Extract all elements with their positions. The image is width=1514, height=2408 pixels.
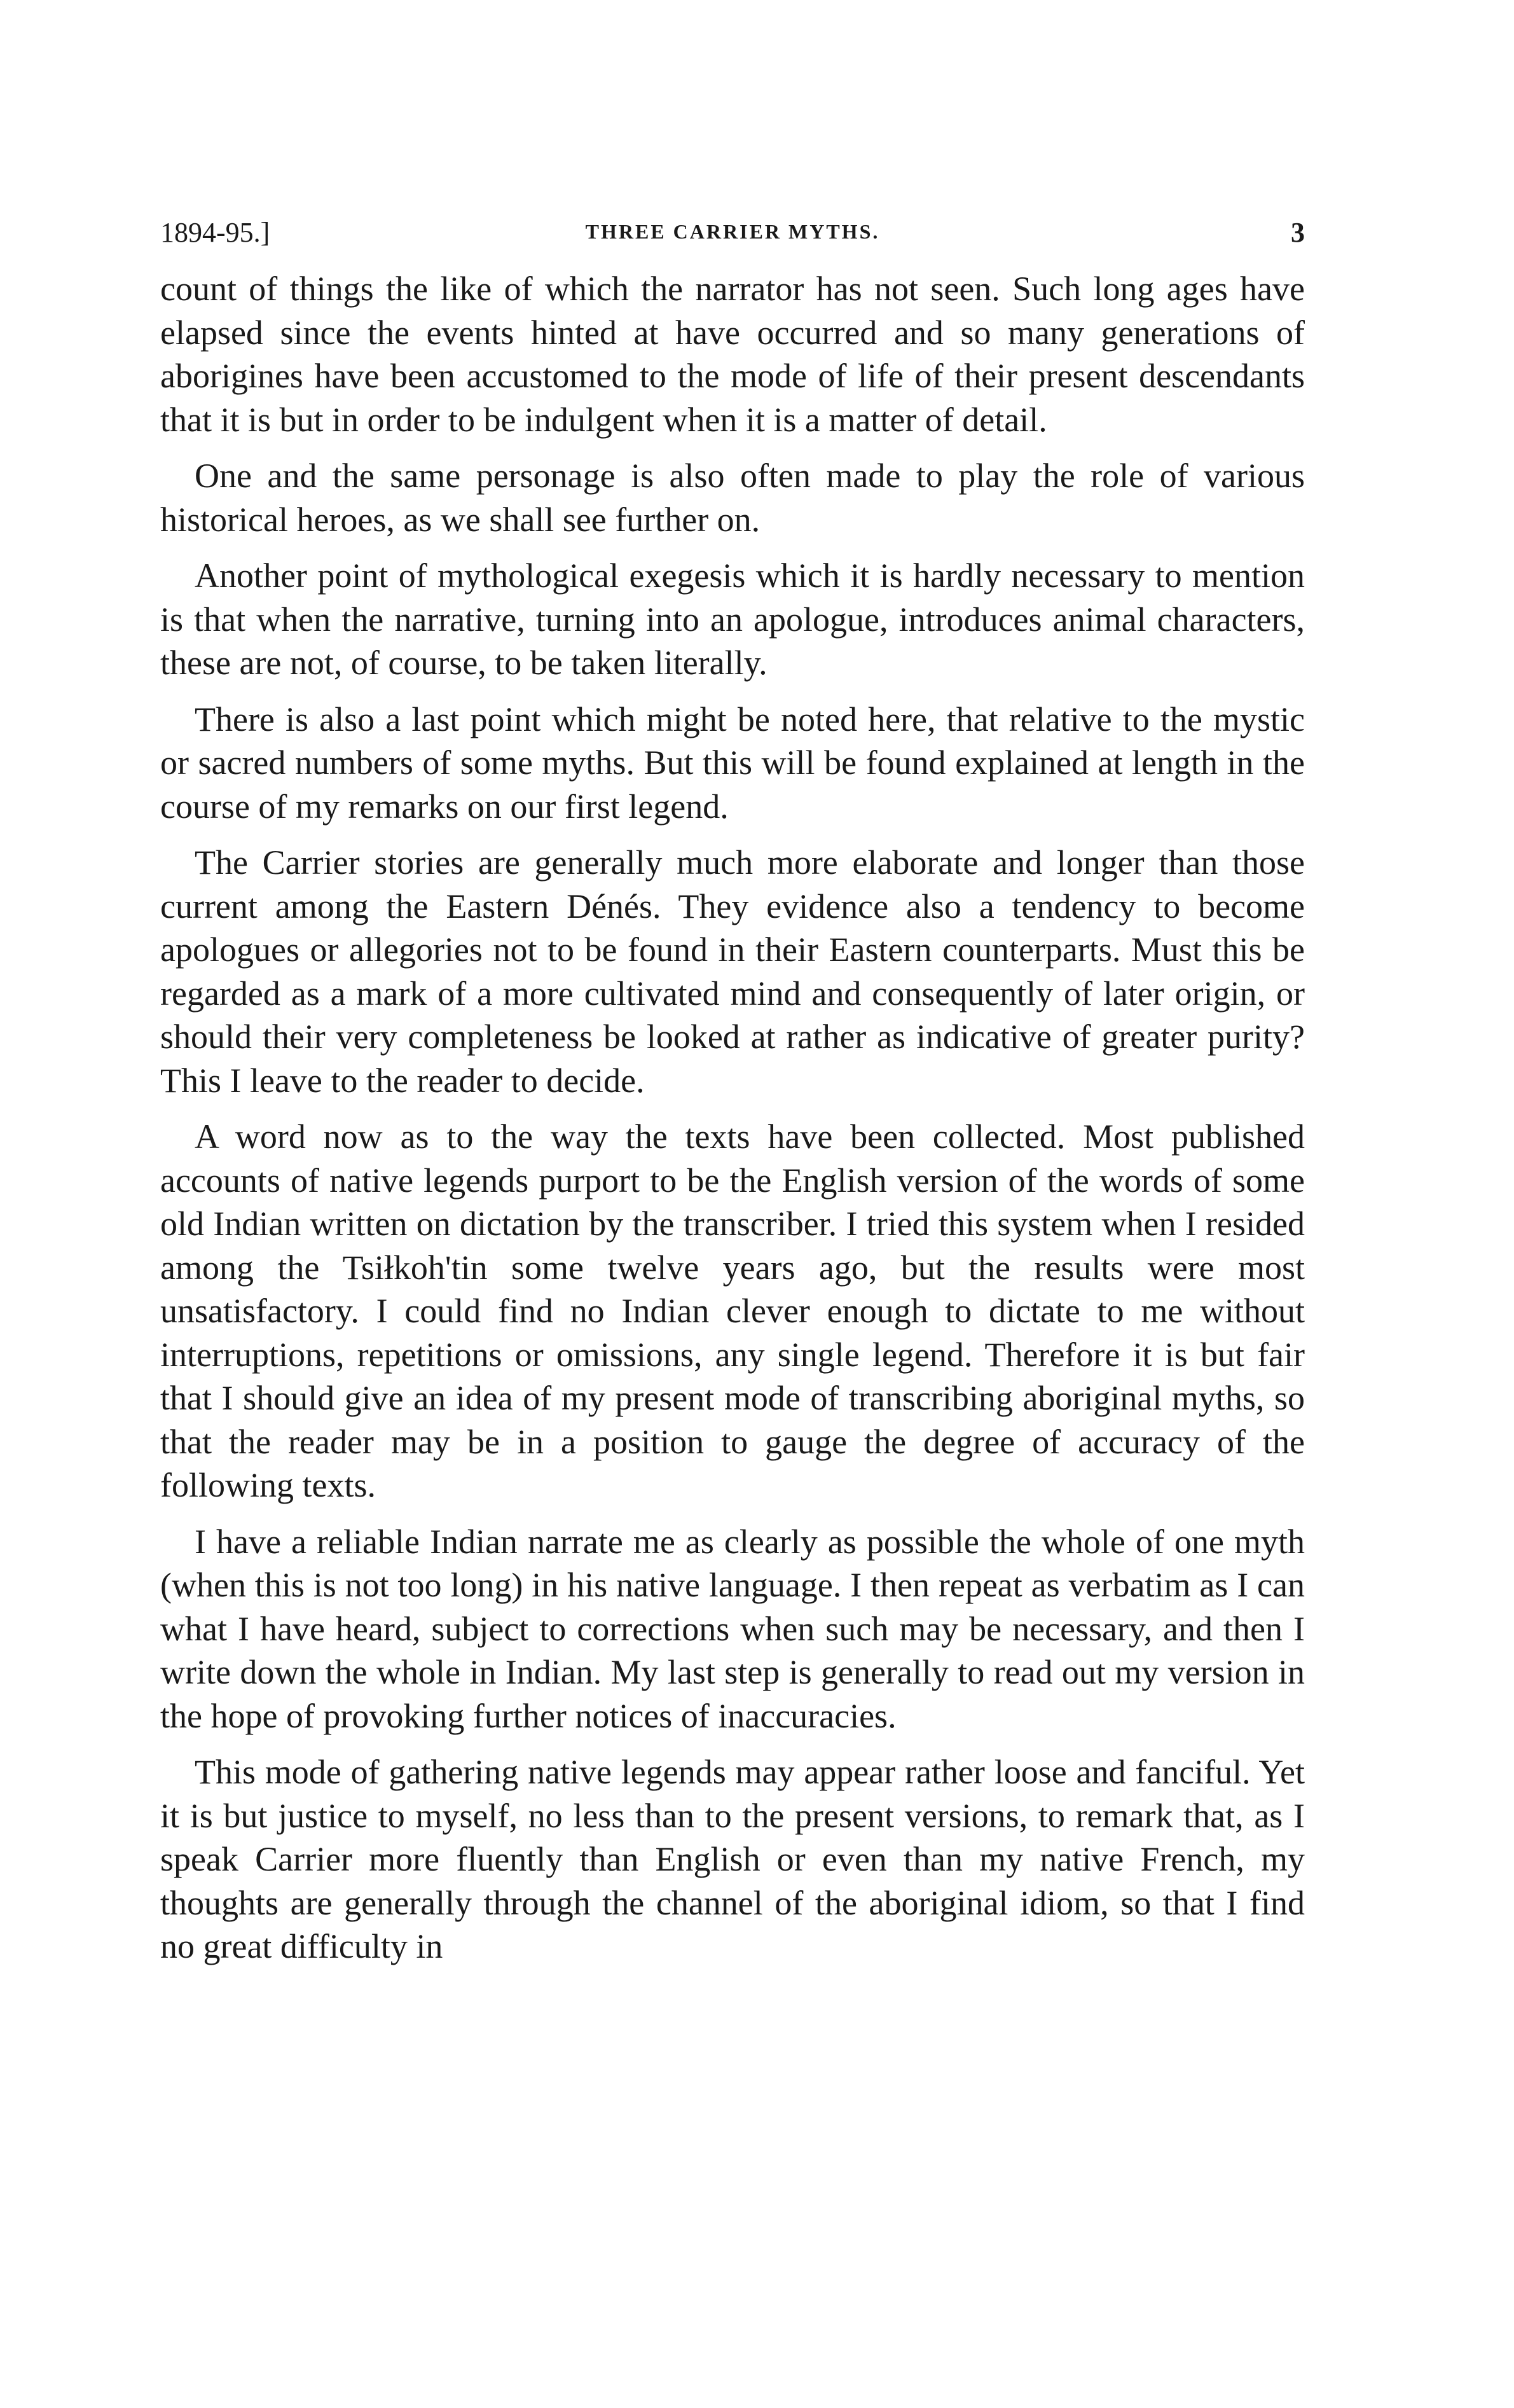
paragraph-4: There is also a last point which might be noted here, that relative to the mystic or sacred numbers of some myths. But this will be found explained at length in the course of my remarks on our first legend.	[160, 700, 1305, 826]
paragraph-8: This mode of gathering native legends may appear rather loose and fanciful. Yet it is but justice to myself, no less than to the present versions, to remark that, as I speak Carrier more fluently than English or even than my native French, my thoughts are generally through the channel of the aboriginal idiom, so that I find no great difficulty in	[160, 1753, 1305, 1965]
body-text	[160, 267, 1305, 1969]
header-title: THREE CARRIER MYTHS.	[585, 220, 880, 243]
paragraph-7: I have a reliable Indian narrate me as clearly as possible the whole of one myth (when this is not too long) in his native language. I then repeat as verbatim as I can what I have heard, subject to corrections when such may be necessary, and then I write down the whole in Indian. My last step is generally to read out my version in the hope of provoking further notices of inaccuracies.	[160, 1522, 1305, 1735]
paragraph-1: count of things the like of which the narrator has not seen. Such long ages have elapsed since the events hinted at have occurred and so many generations of aborigines have been accustomed to the mode of life of their present descendants that it is but in order to be indulgent when it is a matter of detail.	[160, 270, 1305, 439]
paragraph-2: One and the same personage is also often made to play the role of various historical heroes, as we shall see further on.	[160, 457, 1305, 539]
running-head	[160, 216, 1305, 267]
document-page	[160, 216, 1305, 1981]
paragraph-6: A word now as to the way the texts have been collected. Most published accounts of native legends purport to be the English version of the words of some old Indian written on dictation by the transcriber. I tried this system when I resided among the Tsiłkoh'tin some twelve years ago, but the results were most unsatisfactory. I could find no Indian clever enough to dictate to me without interruptions, repetitions or omissions, any single legend. Therefore it is but fair that I should give an idea of my present mode of transcribing aboriginal myths, so that the reader may be in a position to gauge the degree of accuracy of the following texts.	[160, 1118, 1305, 1504]
paragraph-5: The Carrier stories are generally much more elaborate and longer than those current among the Eastern Dénés. They evidence also a tendency to become apologues or allegories not to be found in their Eastern counterparts. Must this be regarded as a mark of a more cultivated mind and consequently of later origin, or should their very completeness be looked at rather as indicative of greater purity? This I leave to the reader to decide.	[160, 843, 1305, 1100]
header-date: 1894-95.]	[160, 217, 270, 248]
paragraph-3: Another point of mythological exegesis which it is hardly necessary to mention is that when the narrative, turning into an apologue, introduces animal characters, these are not, of course, to be taken literally.	[160, 557, 1305, 682]
page-number: 3	[1291, 217, 1305, 248]
